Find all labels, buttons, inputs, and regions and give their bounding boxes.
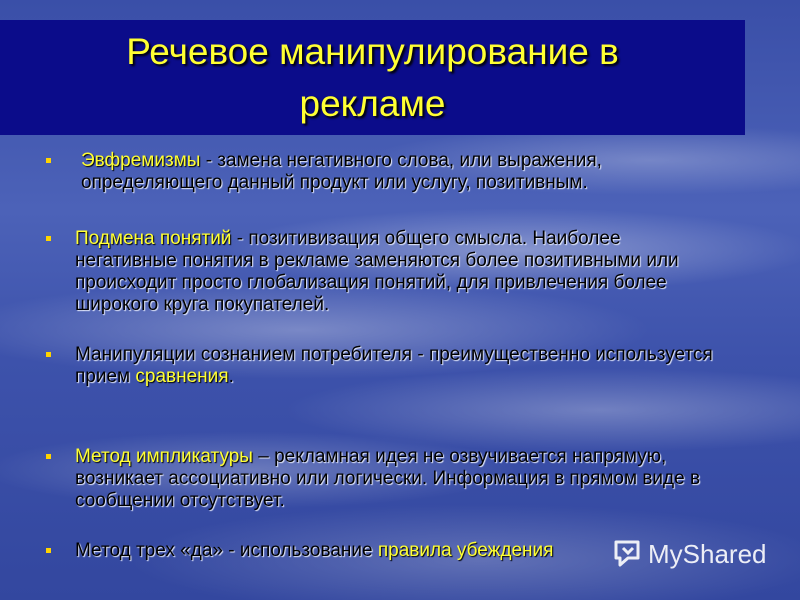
term-highlight: сравнения bbox=[135, 366, 229, 387]
item-text: - позитивизация общего смысла. Наиболее негативные понятия в рекламе заменяются более позитивными или происходит просто глобализация понятий, для привлечения более широкого круга покупателей. bbox=[75, 228, 679, 315]
slide-title-line2: рекламе bbox=[299, 83, 446, 124]
item-text: Метод трех «да» - использование bbox=[75, 540, 378, 561]
term-highlight: Эвфремизмы bbox=[81, 150, 201, 171]
square-bullet-icon bbox=[46, 454, 51, 459]
myshared-logo-icon bbox=[612, 534, 642, 575]
item-text: – рекламная идея не озвучивается напрямую, возникает ассоциативно или логически. Информация в прямом виде в сообщении отсутствует. bbox=[75, 446, 701, 511]
term-highlight: правила убеждения bbox=[377, 540, 554, 561]
slide-title-line1: Речевое манипулирование в bbox=[126, 31, 619, 72]
myshared-watermark bbox=[612, 536, 767, 572]
item-text: - замена негативного слова, или выражения, определяющего данный продукт или услугу, позитивным. bbox=[81, 150, 602, 193]
watermark-text: MyShared bbox=[648, 538, 767, 569]
square-bullet-icon bbox=[46, 548, 51, 553]
list-item bbox=[46, 344, 726, 388]
term-highlight: Подмена понятий bbox=[75, 228, 232, 249]
square-bullet-icon bbox=[46, 352, 51, 357]
item-text: Манипуляции сознанием потребителя - преимущественно используется прием bbox=[75, 344, 713, 387]
square-bullet-icon bbox=[46, 236, 51, 241]
list-item bbox=[46, 150, 726, 194]
list-item bbox=[46, 446, 726, 512]
item-text-end: . bbox=[228, 366, 234, 387]
slide-title bbox=[0, 26, 745, 130]
list-item bbox=[46, 228, 726, 316]
square-bullet-icon bbox=[46, 158, 51, 163]
term-highlight: Метод импликатуры bbox=[75, 446, 253, 467]
